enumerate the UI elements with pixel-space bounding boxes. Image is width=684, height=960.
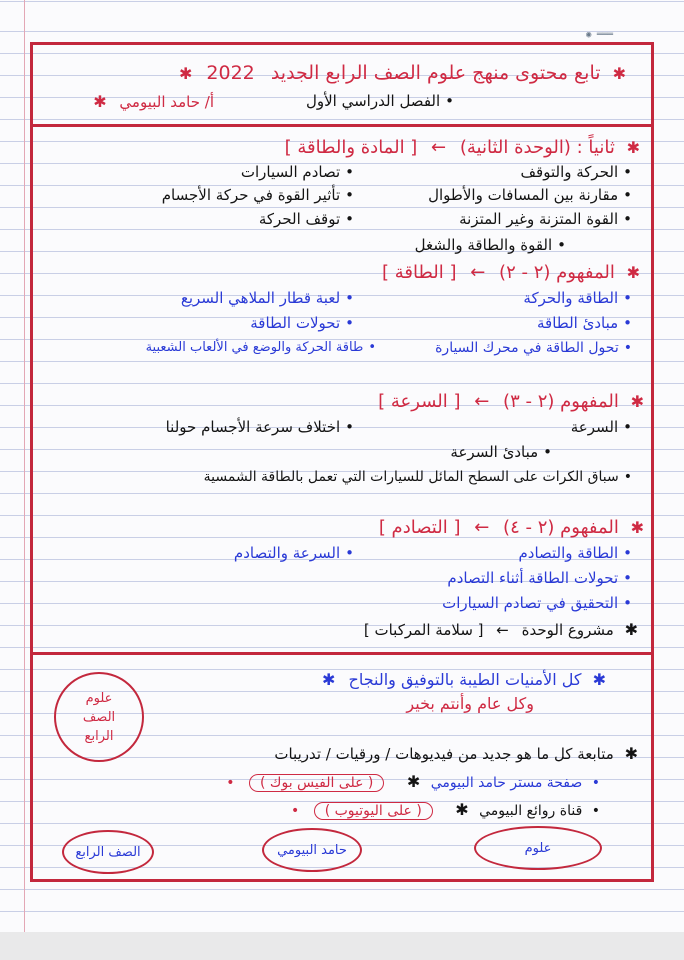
item-text: طاقة الحركة والوضع في الألعاب الشعبية (145, 340, 364, 355)
bullet-icon: • (345, 314, 354, 332)
list-item (162, 186, 354, 204)
concept24-title: [ التصادم ] (378, 517, 461, 538)
oval-text: علوم (524, 840, 552, 856)
header-divider (33, 124, 651, 127)
facebook-label: ( على الفيس بوك ) (249, 774, 384, 792)
signature-oval-grade (62, 830, 154, 874)
item-text: تحولات الطاقة (250, 314, 341, 332)
circle-text: الرابع (84, 728, 114, 744)
star-icon: ✱ (455, 800, 469, 819)
bullet-icon: • (623, 569, 632, 587)
concept22-heading-line (382, 262, 640, 283)
arrow-left-icon: ← (431, 137, 447, 158)
concept24-heading-line (379, 517, 644, 538)
bullet-icon: • (623, 210, 632, 228)
star-icon: ✱ (624, 744, 638, 763)
circle-text: علوم (85, 690, 113, 706)
facebook-page-line (221, 772, 600, 792)
item-text: السرعة (570, 418, 619, 436)
item-text: اختلاف سرعة الأجسام حولنا (165, 418, 341, 436)
concept23-title: [ السرعة ] (378, 391, 461, 412)
bullet-icon: • (623, 340, 632, 356)
arrow-left-icon: ← (474, 391, 490, 412)
item-text: الطاقة والحركة (523, 289, 619, 307)
star-icon: ✱ (93, 92, 107, 111)
signature-oval-name (262, 828, 362, 872)
item-text: مبادئ الطاقة (536, 314, 619, 332)
arrow-left-icon: ← (474, 517, 490, 538)
item-text: تحول الطاقة في محرك السيارة (435, 340, 619, 356)
follow-text: متابعة كل ما هو جديد من فيديوهات / ورقيات / تدريبات (274, 745, 614, 763)
star-icon: ✱ (321, 670, 336, 689)
bullet-icon: • (368, 340, 376, 355)
youtube-channel-line (286, 800, 600, 820)
header-title-line (173, 62, 626, 84)
youtube-label: ( على اليوتيوب ) (314, 802, 433, 820)
arrow-left-icon: ← (496, 621, 509, 639)
bullet-icon: • (623, 163, 632, 181)
list-item (447, 569, 632, 587)
header-year: 2022 (206, 62, 255, 84)
list-item (442, 594, 632, 612)
list-item (166, 418, 354, 436)
concept22-title: [ الطاقة ] (382, 262, 457, 283)
bullet-icon: • (290, 803, 300, 819)
bullet-icon: • (557, 236, 566, 254)
list-item (571, 418, 632, 436)
unit2-heading: ثانياً : (الوحدة الثانية) (459, 137, 615, 158)
list-item (241, 163, 354, 181)
list-item (435, 340, 632, 356)
item-text: توقف الحركة (258, 210, 341, 228)
wish-line-2 (406, 694, 534, 713)
item-text: التحقيق في تصادم السيارات (442, 594, 619, 612)
unit-project-line (364, 620, 638, 639)
concept24-heading: المفهوم (٢ - ٤) (503, 517, 619, 538)
list-item (428, 186, 632, 204)
footer-divider (33, 652, 651, 655)
bullet-icon: • (623, 469, 632, 485)
bullet-icon: • (345, 163, 354, 181)
list-item (259, 210, 354, 228)
bullet-icon: • (623, 418, 632, 436)
item-text: تصادم السيارات (240, 163, 341, 181)
item-text: لعبة قطار الملاهي السريع (180, 289, 341, 307)
channel-label: قناة روائع البيومي (479, 803, 583, 819)
wish-text: كل الأمنيات الطيبة بالتوفيق والنجاح (348, 670, 582, 689)
publisher-watermark: ◉ ═══ (586, 30, 614, 40)
concept23-heading: المفهوم (٢ - ٣) (503, 391, 619, 412)
star-icon: ✱ (592, 670, 606, 689)
bullet-icon: • (623, 314, 632, 332)
header-title: تابع محتوى منهج علوم الصف الرابع الجديد (270, 62, 601, 84)
arrow-left-icon: ← (470, 262, 486, 283)
item-text: القوة والطاقة والشغل (414, 236, 553, 254)
unit2-theme: [ المادة والطاقة ] (284, 137, 418, 158)
item-text: مقارنة بين المسافات والأطوال (428, 186, 619, 204)
signature-oval-subject (474, 826, 602, 870)
item-text: الطاقة والتصادم (518, 544, 619, 562)
bullet-icon: • (345, 544, 354, 562)
list-item (181, 289, 354, 307)
list-item (523, 289, 632, 307)
term-text: الفصل الدراسي الأول (305, 92, 441, 110)
bullet-icon: • (591, 803, 600, 819)
project-title: [ سلامة المركبات ] (363, 621, 484, 639)
item-text: القوة المتزنة وغير المتزنة (459, 210, 619, 228)
oval-text: حامد البيومي (277, 842, 347, 858)
list-item (146, 340, 376, 355)
term-line (306, 92, 454, 110)
bullet-icon: • (623, 544, 632, 562)
star-icon: ✱ (626, 263, 640, 282)
star-icon: ✱ (626, 138, 640, 157)
list-item (250, 314, 354, 332)
star-icon: ✱ (630, 518, 644, 537)
list-item (459, 210, 632, 228)
concept22-heading: المفهوم (٢ - ٢) (499, 262, 615, 283)
bullet-icon: • (623, 594, 632, 612)
bullet-icon: • (623, 289, 632, 307)
item-text: تحولات الطاقة أثناء التصادم (447, 569, 619, 587)
author-line (87, 92, 214, 111)
star-icon: ✱ (624, 620, 638, 639)
bullet-icon: • (445, 92, 454, 110)
item-text: السرعة والتصادم (233, 544, 341, 562)
list-item (450, 443, 552, 461)
list-item (234, 544, 354, 562)
bullet-icon: • (345, 418, 354, 436)
star-icon: ✱ (612, 64, 626, 83)
wish-text-2: وكل عام وأنتم بخير (406, 694, 534, 713)
star-icon: ✱ (178, 64, 193, 83)
bullet-icon: • (345, 289, 354, 307)
project-label: مشروع الوحدة (521, 621, 614, 639)
bullet-icon: • (591, 775, 600, 791)
margin-line (24, 0, 25, 932)
circle-text: الصف (82, 709, 116, 725)
bullet-icon: • (345, 186, 354, 204)
page-label: صفحة مستر حامد البيومي (430, 775, 583, 791)
item-text: سباق الكرات على السطح المائل للسيارات التي تعمل بالطاقة الشمسية (203, 469, 619, 485)
oval-text: الصف الرابع (75, 844, 141, 860)
star-icon: ✱ (630, 392, 644, 411)
list-item (521, 163, 632, 181)
bullet-icon: • (345, 210, 354, 228)
bullet-icon: • (623, 186, 632, 204)
item-text: تأثير القوة في حركة الأجسام (161, 186, 341, 204)
list-item (415, 236, 566, 254)
wish-line (316, 670, 606, 689)
list-item (537, 314, 632, 332)
bullet-icon: • (226, 775, 235, 791)
star-icon: ✱ (406, 772, 421, 791)
follow-line (274, 744, 638, 763)
list-item (204, 469, 632, 485)
list-item (518, 544, 632, 562)
concept23-heading-line (378, 391, 644, 412)
author-name: أ/ حامد البيومي (119, 93, 214, 111)
item-text: مبادئ السرعة (450, 443, 539, 461)
unit2-heading-line (285, 137, 640, 158)
item-text: الحركة والتوقف (520, 163, 619, 181)
bullet-icon: • (543, 443, 552, 461)
subject-circle-stamp (54, 672, 144, 762)
